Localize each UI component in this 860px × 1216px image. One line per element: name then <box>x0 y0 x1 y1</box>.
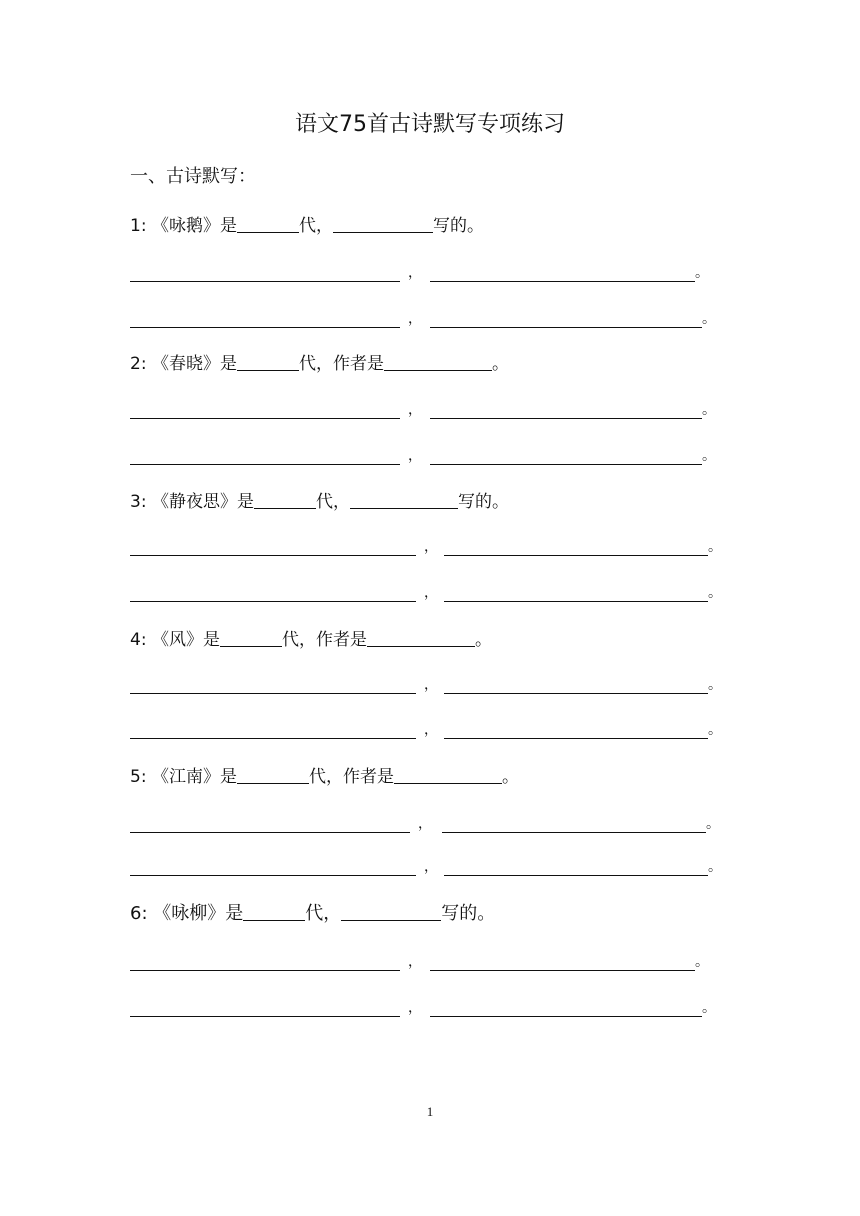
answer-blank[interactable] <box>430 445 702 465</box>
answer-blank[interactable] <box>130 951 400 971</box>
question-number: 1: <box>130 216 147 236</box>
comma-mark: ， <box>408 954 422 970</box>
answer-blank[interactable] <box>130 719 416 739</box>
question-number: 4: <box>130 630 147 650</box>
question-prefix: 《咏柳》是 <box>153 903 244 924</box>
question-prefix: 《江南》是 <box>151 767 237 787</box>
period-mark: 。 <box>695 954 709 970</box>
answer-blank[interactable] <box>430 951 695 971</box>
author-blank[interactable] <box>367 628 475 647</box>
period-mark: 。 <box>706 816 720 832</box>
answer-blank[interactable] <box>444 536 708 556</box>
period-mark: 。 <box>702 402 716 418</box>
section-heading: 一、古诗默写： <box>130 166 256 187</box>
dynasty-blank[interactable] <box>237 214 299 233</box>
answer-blank[interactable] <box>442 813 706 833</box>
answer-blank[interactable] <box>444 582 708 602</box>
answer-blank[interactable] <box>444 856 708 876</box>
period-mark: 。 <box>695 265 709 281</box>
question-prefix: 《春晓》是 <box>151 354 237 374</box>
period-mark: 。 <box>702 311 716 327</box>
question-middle: 代，作者是 <box>298 354 384 374</box>
answer-blank[interactable] <box>130 674 416 694</box>
period-mark: 。 <box>708 722 722 738</box>
question-5 <box>130 763 519 791</box>
question-middle: 代，作者是 <box>281 630 367 650</box>
answer-blank[interactable] <box>430 262 695 282</box>
comma-mark: ， <box>424 859 438 875</box>
question-prefix: 《咏鹅》是 <box>151 216 237 236</box>
period-mark: 。 <box>702 448 716 464</box>
author-blank[interactable] <box>394 765 502 784</box>
period-mark: 。 <box>702 1000 716 1016</box>
answer-blank[interactable] <box>130 856 416 876</box>
question-suffix: 写的。 <box>441 903 496 924</box>
question-middle: 代， <box>305 903 342 924</box>
comma-mark: ， <box>408 311 422 327</box>
answer-blank[interactable] <box>430 997 702 1017</box>
question-number: 6: <box>130 903 148 924</box>
question-number: 2: <box>130 354 147 374</box>
dynasty-blank[interactable] <box>237 765 309 784</box>
author-blank[interactable] <box>350 490 458 509</box>
question-number: 3: <box>130 492 147 512</box>
comma-mark: ， <box>418 816 432 832</box>
question-middle: 代，作者是 <box>308 767 394 787</box>
question-6 <box>130 900 495 928</box>
author-blank[interactable] <box>384 352 492 371</box>
question-middle: 代， <box>315 492 350 512</box>
answer-blank[interactable] <box>430 308 702 328</box>
question-suffix: 。 <box>474 630 492 650</box>
period-mark: 。 <box>708 859 722 875</box>
answer-blank[interactable] <box>130 536 416 556</box>
comma-mark: ， <box>408 448 422 464</box>
period-mark: 。 <box>708 677 722 693</box>
author-blank[interactable] <box>333 214 433 233</box>
question-middle: 代， <box>298 216 333 236</box>
page-number: 1 <box>426 1104 434 1119</box>
question-suffix: 写的。 <box>457 492 509 512</box>
comma-mark: ， <box>408 265 422 281</box>
answer-blank[interactable] <box>130 997 400 1017</box>
answer-blank[interactable] <box>444 674 708 694</box>
comma-mark: ， <box>424 585 438 601</box>
answer-blank[interactable] <box>130 308 400 328</box>
page-title: 语文75首古诗默写专项练习 <box>295 112 565 137</box>
period-mark: 。 <box>708 585 722 601</box>
question-suffix: 写的。 <box>432 216 484 236</box>
answer-blank[interactable] <box>130 813 410 833</box>
comma-mark: ， <box>424 539 438 555</box>
answer-blank[interactable] <box>430 399 702 419</box>
question-2 <box>130 350 509 378</box>
comma-mark: ， <box>408 402 422 418</box>
author-blank[interactable] <box>341 902 441 921</box>
comma-mark: ， <box>424 722 438 738</box>
answer-blank[interactable] <box>130 445 400 465</box>
question-suffix: 。 <box>491 354 509 374</box>
question-number: 5: <box>130 767 147 787</box>
question-4 <box>130 626 492 654</box>
dynasty-blank[interactable] <box>237 352 299 371</box>
dynasty-blank[interactable] <box>220 628 282 647</box>
question-1 <box>130 212 484 240</box>
question-prefix: 《静夜思》是 <box>151 492 254 512</box>
comma-mark: ， <box>424 677 438 693</box>
answer-blank[interactable] <box>130 582 416 602</box>
comma-mark: ， <box>408 1000 422 1016</box>
dynasty-blank[interactable] <box>254 490 316 509</box>
question-prefix: 《风》是 <box>151 630 220 650</box>
answer-blank[interactable] <box>444 719 708 739</box>
answer-blank[interactable] <box>130 399 400 419</box>
period-mark: 。 <box>708 539 722 555</box>
question-3 <box>130 488 509 516</box>
question-suffix: 。 <box>501 767 519 787</box>
answer-blank[interactable] <box>130 262 400 282</box>
dynasty-blank[interactable] <box>243 902 305 921</box>
